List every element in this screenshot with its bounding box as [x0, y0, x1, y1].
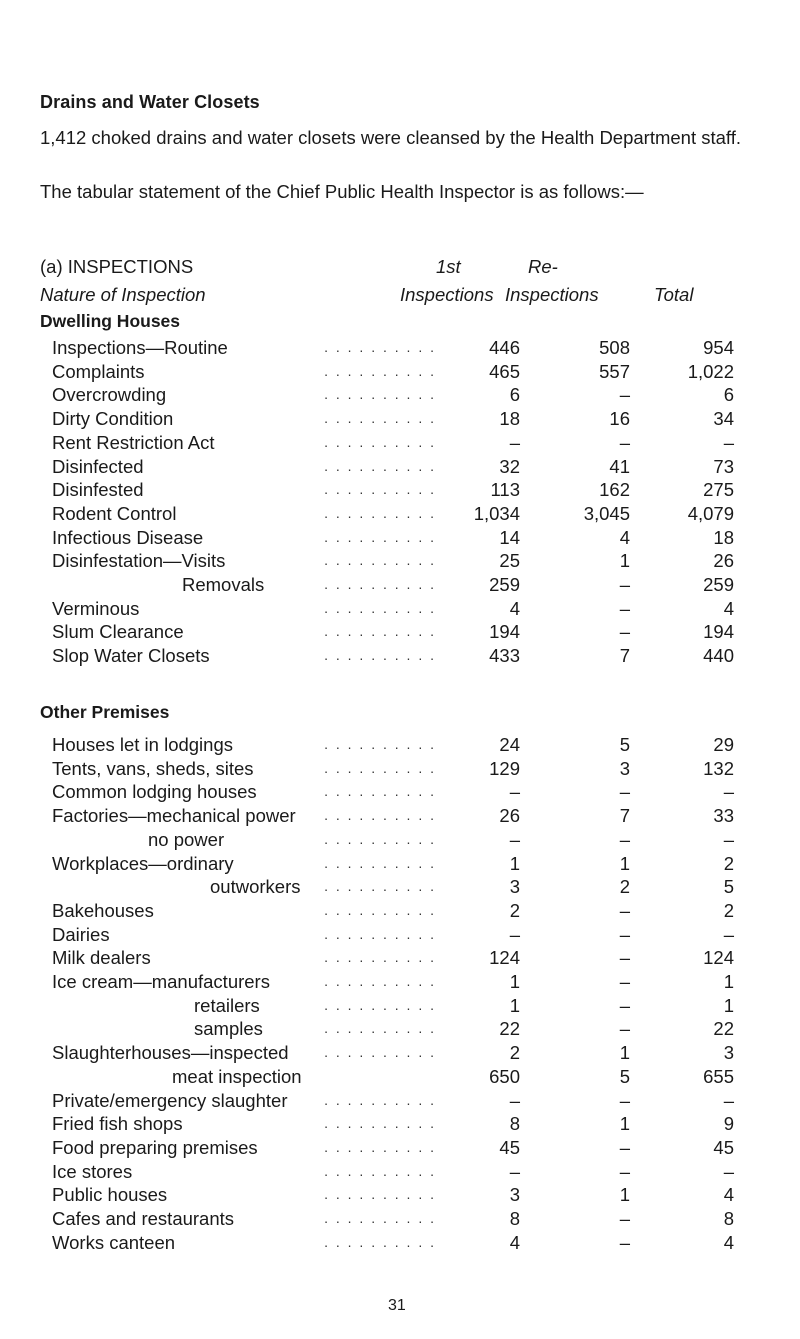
- table-row: [52, 757, 734, 781]
- row-label: meat inspection: [172, 1066, 306, 1087]
- table-row: [52, 526, 734, 550]
- row-label: Milk dealers: [52, 947, 155, 968]
- first-inspections-cell: 465: [489, 360, 520, 382]
- re-inspections-cell: –: [619, 971, 630, 993]
- dot-leader: . . . . . . . . . .: [324, 1020, 436, 1037]
- dot-leader: . . . . . . . . . .: [324, 1233, 436, 1250]
- table-row: [52, 780, 734, 804]
- total-cell: 4,079: [687, 502, 734, 524]
- table-row: [52, 1065, 734, 1089]
- first-inspections-cell: 113: [490, 479, 520, 501]
- row-label: Ice stores: [52, 1161, 136, 1182]
- table-row: [52, 1112, 734, 1136]
- re-inspections-cell: –: [619, 923, 630, 945]
- first-inspections-cell: 8: [509, 1113, 520, 1135]
- row-label-cell: [52, 899, 442, 923]
- row-label-cell: [52, 1041, 442, 1065]
- total-cell: 2: [723, 899, 734, 921]
- table-row: [52, 1041, 734, 1065]
- table-row: [52, 644, 734, 668]
- first-inspections-cell: 25: [499, 550, 520, 572]
- total-cell: 22: [713, 1018, 734, 1040]
- total-cell: 26: [713, 550, 734, 572]
- first-inspections-cell: 24: [499, 734, 520, 755]
- table-row: [52, 1183, 734, 1207]
- total-cell: 33: [713, 805, 734, 827]
- row-label-cell: [52, 875, 442, 899]
- dwelling-houses-table: [52, 336, 734, 668]
- table-row: [52, 549, 734, 573]
- total-cell: 73: [713, 455, 734, 477]
- table-row: [52, 899, 734, 923]
- table-row: [52, 1017, 734, 1041]
- table-row: [52, 923, 734, 947]
- row-label-cell: [52, 828, 442, 852]
- dot-leader: . . . . . . . . . .: [324, 949, 436, 966]
- table-row: [52, 431, 734, 455]
- row-label: Disinfected: [52, 456, 148, 477]
- re-inspections-cell: 5: [619, 734, 630, 755]
- table-row: [52, 455, 734, 479]
- total-cell: 4: [723, 1231, 734, 1253]
- dot-leader: . . . . . . . . . .: [324, 433, 436, 450]
- row-label: Removals: [182, 574, 268, 595]
- dot-leader: . . . . . . . . . .: [324, 528, 436, 545]
- total-cell: 124: [703, 947, 734, 969]
- row-label-cell: [52, 1065, 442, 1089]
- dot-leader: . . . . . . . . . .: [324, 1091, 436, 1108]
- dot-leader: . . . . . . . . . .: [324, 362, 436, 379]
- first-inspections-cell: 1: [509, 852, 520, 874]
- total-cell: 34: [713, 408, 734, 430]
- nature-of-inspection-header: Nature of Inspection: [40, 284, 206, 305]
- dot-leader: . . . . . . . . . .: [324, 339, 436, 355]
- row-label-cell: [52, 549, 442, 573]
- re-inspections-cell: 7: [619, 645, 630, 667]
- first-inspections-cell: –: [509, 781, 520, 803]
- row-label: Infectious Disease: [52, 527, 207, 548]
- dot-leader: . . . . . . . . . .: [324, 623, 436, 640]
- col-re-header-top: Re-: [528, 256, 558, 277]
- row-label-cell: [52, 923, 442, 947]
- re-inspections-cell: 7: [619, 805, 630, 827]
- row-label-cell: [52, 970, 442, 994]
- row-label: no power: [148, 829, 228, 850]
- paragraph-choked-drains: 1,412 choked drains and water closets were cleansed by the Health Department staff.: [40, 127, 742, 148]
- total-cell: 440: [703, 645, 734, 667]
- row-label-cell: [52, 1136, 442, 1160]
- table-row: [52, 804, 734, 828]
- col-re-header-bottom: Inspections: [505, 284, 599, 305]
- table-row: [52, 970, 734, 994]
- row-label: Rent Restriction Act: [52, 432, 218, 453]
- dot-leader: . . . . . . . . . .: [324, 1138, 436, 1155]
- total-cell: –: [723, 781, 734, 803]
- first-inspections-cell: –: [509, 923, 520, 945]
- row-label-cell: [52, 804, 442, 828]
- first-inspections-cell: 124: [489, 947, 520, 969]
- row-label-cell: [52, 757, 442, 781]
- total-cell: 29: [713, 734, 734, 755]
- total-cell: 8: [723, 1208, 734, 1230]
- first-inspections-cell: 194: [489, 621, 520, 643]
- row-label-cell: [52, 644, 442, 668]
- other-premises-heading: Other Premises: [40, 702, 170, 722]
- row-label: Complaints: [52, 361, 149, 382]
- dot-leader: . . . . . . . . . .: [324, 1186, 436, 1203]
- row-label: Rodent Control: [52, 503, 180, 524]
- total-cell: –: [723, 431, 734, 453]
- first-inspections-cell: –: [509, 828, 520, 850]
- row-label: Overcrowding: [52, 384, 170, 405]
- re-inspections-cell: –: [619, 621, 630, 643]
- row-label: Disinfested: [52, 479, 148, 500]
- total-cell: 5: [723, 876, 734, 898]
- dot-leader: . . . . . . . . . .: [324, 996, 436, 1013]
- table-row: [52, 852, 734, 876]
- dot-leader: . . . . . . . . . .: [324, 504, 436, 521]
- table-row: [52, 407, 734, 431]
- dot-leader: . . . . . . . . . .: [324, 410, 436, 427]
- row-label-cell: [52, 733, 442, 757]
- total-cell: 3: [723, 1042, 734, 1064]
- row-label-cell: [52, 780, 442, 804]
- table-row: [52, 1136, 734, 1160]
- table-row: [52, 946, 734, 970]
- dot-leader: . . . . . . . . . .: [324, 481, 436, 498]
- total-cell: –: [723, 828, 734, 850]
- row-label-cell: [52, 597, 442, 621]
- col-first-header-top: 1st: [436, 256, 461, 277]
- row-label-cell: [52, 1207, 442, 1231]
- re-inspections-cell: 1: [619, 1184, 630, 1206]
- dot-leader: . . . . . . . . . .: [324, 973, 436, 990]
- first-inspections-cell: 18: [499, 408, 520, 430]
- row-label-cell: [52, 407, 442, 431]
- row-label-cell: [52, 620, 442, 644]
- row-label-cell: [52, 526, 442, 550]
- row-label: Ice cream—manufacturers: [52, 971, 274, 992]
- first-inspections-cell: 650: [489, 1065, 520, 1087]
- re-inspections-cell: –: [619, 899, 630, 921]
- first-inspections-cell: 433: [489, 645, 520, 667]
- re-inspections-cell: –: [619, 947, 630, 969]
- row-label: outworkers: [210, 876, 304, 897]
- row-label-cell: [52, 946, 442, 970]
- row-label: Cafes and restaurants: [52, 1208, 238, 1229]
- dot-leader: . . . . . . . . . .: [324, 1044, 436, 1061]
- row-label: retailers: [194, 995, 264, 1016]
- row-label: Tents, vans, sheds, sites: [52, 758, 258, 779]
- dot-leader: . . . . . . . . . .: [324, 647, 436, 664]
- row-label: Disinfestation—Visits: [52, 550, 229, 571]
- re-inspections-cell: 557: [599, 360, 630, 382]
- row-label: Factories—mechanical power: [52, 805, 300, 826]
- table-row: [52, 620, 734, 644]
- table-row: [52, 828, 734, 852]
- dot-leader: . . . . . . . . . .: [324, 830, 436, 847]
- table-row: [52, 478, 734, 502]
- total-cell: 2: [723, 852, 734, 874]
- first-inspections-cell: 2: [509, 899, 520, 921]
- first-inspections-cell: 26: [499, 805, 520, 827]
- table-row: [52, 383, 734, 407]
- row-label-cell: [52, 336, 442, 360]
- re-inspections-cell: –: [619, 1089, 630, 1111]
- first-inspections-cell: 2: [509, 1042, 520, 1064]
- other-premises-table: [52, 733, 734, 1254]
- row-label-cell: [52, 383, 442, 407]
- row-label: Fried fish shops: [52, 1113, 187, 1134]
- total-cell: 954: [703, 337, 734, 358]
- total-cell: 1,022: [687, 360, 734, 382]
- total-cell: –: [723, 1160, 734, 1182]
- re-inspections-cell: –: [619, 1136, 630, 1158]
- re-inspections-cell: 508: [599, 337, 630, 358]
- paragraph-tabular-statement: The tabular statement of the Chief Public Health Inspector is as follows:—: [40, 181, 644, 202]
- re-inspections-cell: –: [619, 597, 630, 619]
- row-label-cell: [52, 502, 442, 526]
- total-cell: 18: [713, 526, 734, 548]
- re-inspections-cell: 3: [619, 757, 630, 779]
- first-inspections-cell: 45: [499, 1136, 520, 1158]
- total-cell: 45: [713, 1136, 734, 1158]
- table-row: [52, 1089, 734, 1113]
- first-inspections-cell: 129: [489, 757, 520, 779]
- first-inspections-cell: 446: [489, 337, 520, 358]
- total-cell: 6: [723, 384, 734, 406]
- col-total-header: Total: [654, 284, 694, 305]
- first-inspections-cell: 14: [499, 526, 520, 548]
- dwelling-houses-heading: Dwelling Houses: [40, 311, 181, 331]
- re-inspections-cell: –: [619, 1231, 630, 1253]
- first-inspections-cell: 3: [509, 1184, 520, 1206]
- dot-leader: . . . . . . . . . .: [324, 1115, 436, 1132]
- first-inspections-cell: 1: [509, 971, 520, 993]
- re-inspections-cell: –: [619, 1018, 630, 1040]
- table-row: [52, 733, 734, 757]
- dot-leader: . . . . . . . . . .: [324, 736, 436, 752]
- total-cell: 1: [723, 971, 734, 993]
- table-row: [52, 1160, 734, 1184]
- row-label: Bakehouses: [52, 900, 158, 921]
- dot-leader: . . . . . . . . . .: [324, 457, 436, 474]
- table-row: [52, 1207, 734, 1231]
- section-heading: Drains and Water Closets: [40, 92, 260, 112]
- dot-leader: . . . . . . . . . .: [324, 783, 436, 800]
- total-cell: 132: [703, 757, 734, 779]
- row-label-cell: [52, 1089, 442, 1113]
- row-label: Private/emergency slaughter: [52, 1090, 291, 1111]
- table-row: [52, 994, 734, 1018]
- row-label: Workplaces—ordinary: [52, 853, 238, 874]
- re-inspections-cell: –: [619, 781, 630, 803]
- row-label: Slum Clearance: [52, 621, 188, 642]
- re-inspections-cell: 3,045: [583, 502, 630, 524]
- row-label-cell: [52, 1112, 442, 1136]
- row-label-cell: [52, 573, 442, 597]
- total-cell: 4: [723, 597, 734, 619]
- row-label-cell: [52, 455, 442, 479]
- re-inspections-cell: –: [619, 994, 630, 1016]
- re-inspections-cell: 1: [619, 1042, 630, 1064]
- dot-leader: . . . . . . . . . .: [324, 552, 436, 569]
- first-inspections-cell: 8: [509, 1208, 520, 1230]
- total-cell: –: [723, 1089, 734, 1111]
- dot-leader: . . . . . . . . . .: [324, 1162, 436, 1179]
- re-inspections-cell: 5: [619, 1065, 630, 1087]
- re-inspections-cell: –: [619, 1208, 630, 1230]
- re-inspections-cell: –: [619, 384, 630, 406]
- dot-leader: . . . . . . . . . .: [324, 1210, 436, 1227]
- table-row: [52, 360, 734, 384]
- first-inspections-cell: 6: [509, 384, 520, 406]
- table-row: [52, 875, 734, 899]
- inspections-section-label: (a) INSPECTIONS: [40, 256, 194, 277]
- row-label-cell: [52, 852, 442, 876]
- row-label: Dairies: [52, 924, 114, 945]
- dot-leader: . . . . . . . . . .: [324, 878, 436, 895]
- first-inspections-cell: 1,034: [473, 502, 520, 524]
- table-row: [52, 502, 734, 526]
- page-number: 31: [388, 1297, 406, 1314]
- re-inspections-cell: 2: [619, 876, 630, 898]
- table-row: [52, 573, 734, 597]
- row-label-cell: [52, 478, 442, 502]
- row-label: Verminous: [52, 598, 143, 619]
- re-inspections-cell: 41: [609, 455, 630, 477]
- first-inspections-cell: 3: [509, 876, 520, 898]
- re-inspections-cell: 1: [619, 550, 630, 572]
- first-inspections-cell: –: [509, 1160, 520, 1182]
- re-inspections-cell: 162: [599, 479, 630, 501]
- first-inspections-cell: 1: [509, 994, 520, 1016]
- row-label: Dirty Condition: [52, 408, 177, 429]
- total-cell: 1: [723, 994, 734, 1016]
- dot-leader: . . . . . . . . . .: [324, 854, 436, 871]
- row-label-cell: [52, 431, 442, 455]
- table-row: [52, 597, 734, 621]
- dot-leader: . . . . . . . . . .: [324, 807, 436, 824]
- first-inspections-cell: 4: [509, 597, 520, 619]
- row-label-cell: [52, 1160, 442, 1184]
- dot-leader: . . . . . . . . . .: [324, 759, 436, 776]
- first-inspections-cell: 32: [499, 455, 520, 477]
- re-inspections-cell: 4: [619, 526, 630, 548]
- dot-leader: . . . . . . . . . .: [324, 576, 436, 593]
- row-label: Common lodging houses: [52, 781, 261, 802]
- row-label-cell: [52, 360, 442, 384]
- row-label: Food preparing premises: [52, 1137, 262, 1158]
- re-inspections-cell: 1: [619, 852, 630, 874]
- row-label: samples: [194, 1018, 267, 1039]
- row-label-cell: [52, 1231, 442, 1255]
- first-inspections-cell: –: [509, 431, 520, 453]
- row-label-cell: [52, 1183, 442, 1207]
- total-cell: 259: [703, 574, 734, 596]
- row-label: Houses let in lodgings: [52, 734, 237, 755]
- total-cell: 655: [703, 1065, 734, 1087]
- total-cell: 194: [703, 621, 734, 643]
- row-label: Slaughterhouses—inspected: [52, 1042, 293, 1063]
- re-inspections-cell: 16: [609, 408, 630, 430]
- row-label: Inspections—Routine: [52, 337, 232, 358]
- re-inspections-cell: 1: [619, 1113, 630, 1135]
- re-inspections-cell: –: [619, 828, 630, 850]
- first-inspections-cell: 4: [509, 1231, 520, 1253]
- total-cell: 275: [703, 479, 734, 501]
- table-row: [52, 1231, 734, 1255]
- col-first-header-bottom: Inspections: [400, 284, 494, 305]
- dot-leader: . . . . . . . . . .: [324, 925, 436, 942]
- re-inspections-cell: –: [619, 574, 630, 596]
- total-cell: 4: [723, 1184, 734, 1206]
- total-cell: 9: [723, 1113, 734, 1135]
- table-row: [52, 336, 734, 360]
- row-label: Works canteen: [52, 1232, 179, 1253]
- dot-leader: . . . . . . . . . .: [324, 386, 436, 403]
- row-label: Public houses: [52, 1184, 171, 1205]
- row-label-cell: [52, 994, 442, 1018]
- re-inspections-cell: –: [619, 431, 630, 453]
- total-cell: –: [723, 923, 734, 945]
- dot-leader: . . . . . . . . . .: [324, 599, 436, 616]
- row-label-cell: [52, 1017, 442, 1041]
- first-inspections-cell: –: [509, 1089, 520, 1111]
- first-inspections-cell: 259: [489, 574, 520, 596]
- row-label: Slop Water Closets: [52, 645, 214, 666]
- first-inspections-cell: 22: [499, 1018, 520, 1040]
- re-inspections-cell: –: [619, 1160, 630, 1182]
- dot-leader: . . . . . . . . . .: [324, 901, 436, 918]
